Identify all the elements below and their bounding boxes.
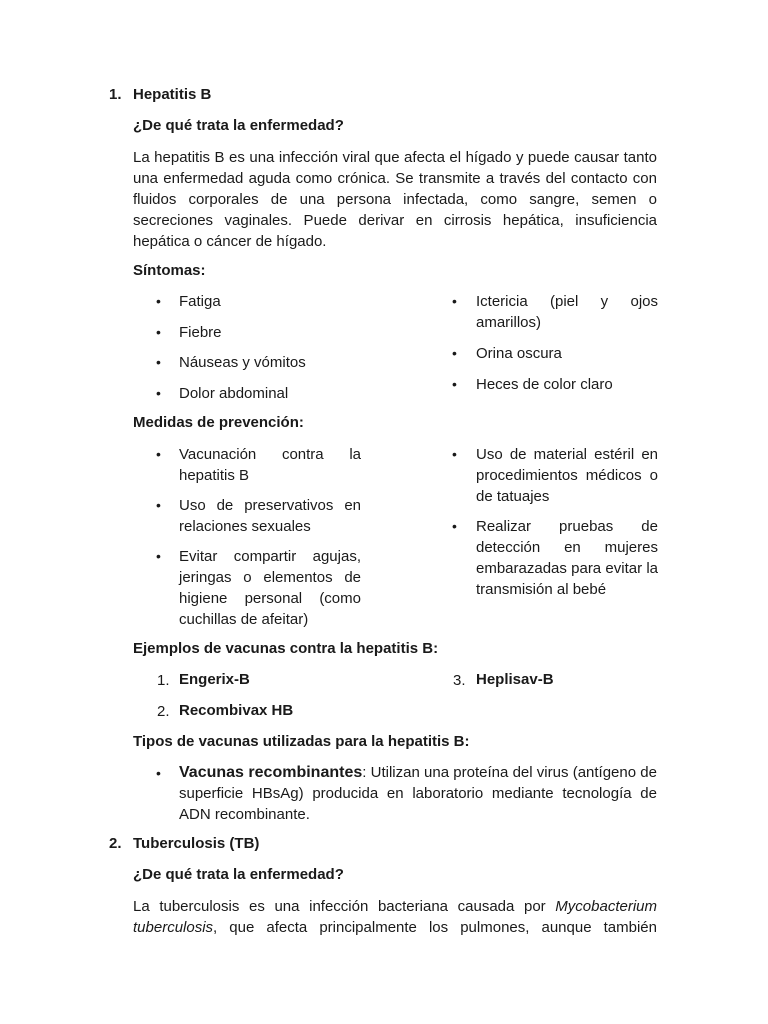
paragraph-line — [133, 896, 657, 917]
about-heading: ¿De qué trata la enfermedad? — [133, 866, 344, 883]
bullet-icon: • — [156, 293, 161, 309]
list-item: Náuseas y vómitos — [179, 354, 306, 371]
list-item: Orina oscura — [476, 345, 562, 362]
bullet-icon: • — [452, 376, 457, 392]
list-item: Uso de preservativos en relaciones sexuales — [179, 497, 361, 535]
about-heading: ¿De qué trata la enfermedad? — [133, 117, 344, 134]
vaccine-name: Recombivax HB — [179, 702, 294, 719]
list-item: Uso de material estéril en procedimientos médicos o de tatuajes — [476, 446, 658, 505]
text-run: La tuberculosis es una infección bacteriana causada por — [133, 898, 556, 915]
paragraph-line: La hepatitis B es una infección viral que afecta el hígado y puede causar tanto — [133, 149, 657, 166]
types-heading: Tipos de vacunas utilizadas para la hepatitis B: — [133, 733, 470, 750]
bullet-icon: • — [452, 345, 457, 361]
bullet-icon: • — [156, 446, 161, 462]
italic-text: Mycobacterium — [555, 898, 657, 915]
paragraph-line: fluidos corporales de una persona infectada, como sangre, semen o — [133, 191, 657, 208]
list-item: Dolor abdominal — [179, 385, 289, 402]
bullet-icon: • — [452, 446, 457, 462]
text-run: , que afecta principalmente los pulmones, aunque también — [213, 919, 657, 936]
bullet-icon: • — [452, 293, 457, 309]
vaccine-name: Engerix-B — [179, 671, 250, 688]
list-item — [179, 762, 657, 825]
paragraph-line: secreciones vaginales. Puede derivar en cirrosis hepática, insuficiencia — [133, 212, 657, 229]
paragraph-line: una enfermedad aguda como crónica. Se transmite a través del contacto con — [133, 170, 657, 187]
list-item: Vacunación contra la hepatitis B — [179, 446, 361, 484]
italic-text: tuberculosis — [133, 919, 214, 936]
bullet-icon: • — [452, 518, 457, 534]
vaccines-heading: Ejemplos de vacunas contra la hepatitis B: — [133, 640, 439, 657]
section-number: 1. — [109, 86, 122, 103]
bullet-icon: • — [156, 324, 161, 340]
bullet-icon: • — [156, 548, 161, 564]
paragraph-line — [133, 917, 657, 938]
type-description: : Utilizan una proteína del virus (antígeno de superficie HBsAg) producida en laboratorio mediante tecnología de ADN recombinante. — [179, 764, 657, 823]
list-item: Ictericia (piel y ojos amarillos) — [476, 293, 658, 331]
bullet-icon: • — [156, 354, 161, 370]
symptoms-heading: Síntomas: — [133, 262, 206, 279]
bullet-icon: • — [156, 765, 161, 781]
list-item: Fatiga — [179, 293, 221, 310]
list-item: Evitar compartir agujas, jeringas o elementos de higiene personal (como cuchillas de afeitar) — [179, 548, 361, 628]
section-number: 2. — [109, 835, 122, 852]
section-title: Hepatitis B — [133, 86, 212, 103]
bullet-icon: • — [156, 385, 161, 401]
list-item: Heces de color claro — [476, 376, 613, 393]
bullet-icon: • — [156, 497, 161, 513]
section-title: Tuberculosis (TB) — [133, 835, 260, 852]
list-number: 2. — [157, 703, 170, 720]
vaccine-name: Heplisav-B — [476, 671, 554, 688]
list-number: 3. — [453, 672, 466, 689]
type-name: Vacunas recombinantes — [179, 764, 363, 781]
list-number: 1. — [157, 672, 170, 689]
list-item: Realizar pruebas de detección en mujeres embarazadas para evitar la transmisión al bebé — [476, 518, 658, 598]
paragraph-line: hepática o cáncer de hígado. — [133, 233, 327, 250]
prevention-heading: Medidas de prevención: — [133, 414, 304, 431]
list-item: Fiebre — [179, 324, 222, 341]
